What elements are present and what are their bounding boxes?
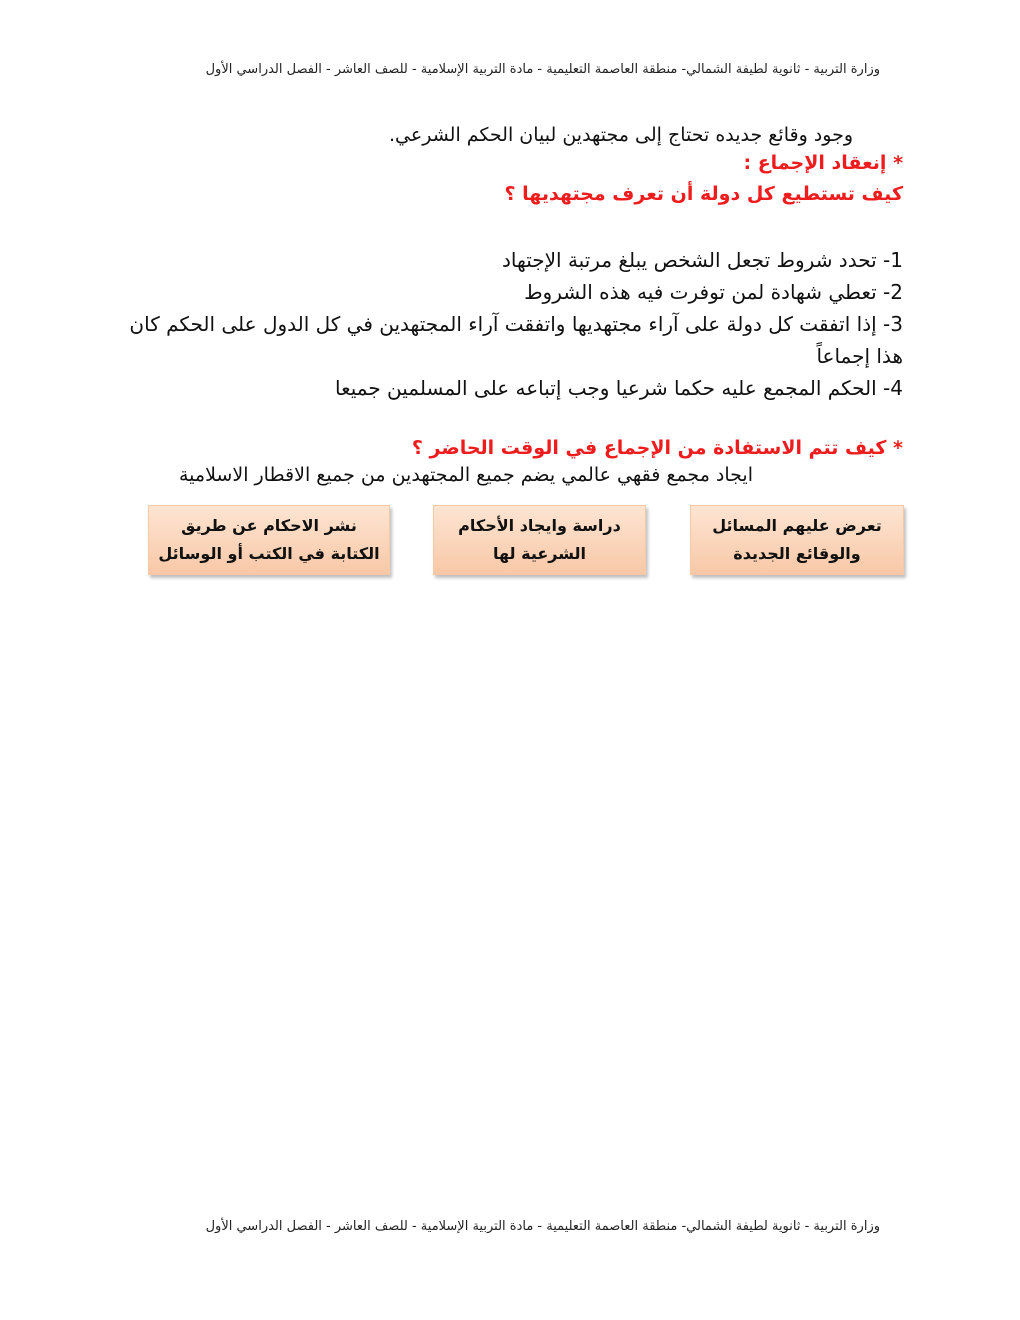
step-number: 4- (883, 376, 903, 400)
list-item (118, 276, 903, 308)
step-text: الحكم المجمع عليه حكما شرعيا وجب إتباعه على المسلمين جميعا (334, 376, 877, 400)
box-line: الكتابة في الكتب أو الوسائل (158, 544, 380, 563)
list-item (118, 308, 903, 372)
concept-box-study-rulings (433, 505, 646, 575)
step-text: تعطي شهادة لمن توفرت فيه هذه الشروط (524, 280, 877, 304)
section-heading-ijma: * إنعقاد الإجماع : (743, 152, 903, 174)
step-number: 3- (883, 312, 903, 336)
step-text: تحدد شروط تجعل الشخص يبلغ مرتبة الإجتهاد (502, 248, 877, 272)
list-item (118, 244, 903, 276)
steps-list (118, 244, 903, 404)
box-line: دراسة وايجاد الأحكام (458, 516, 621, 535)
box-line: الشرعية لها (492, 544, 587, 563)
list-item (118, 372, 903, 404)
box-line: والوقائع الجديدة (733, 544, 861, 563)
answer-text: ايجاد مجمع فقهي عالمي يضم جميع المجتهدين من جميع الاقطار الاسلامية (179, 464, 753, 486)
question-benefit-today: * كيف تتم الاستفادة من الإجماع في الوقت الحاضر ؟ (411, 437, 903, 459)
concept-box-publish-rulings (148, 505, 390, 575)
step-number: 2- (883, 280, 903, 304)
box-line: تعرض عليهم المسائل (712, 516, 882, 535)
question-how-country-knows-mujtahids: كيف تستطيع كل دولة أن تعرف مجتهديها ؟ (504, 183, 903, 205)
step-text: إذا اتفقت كل دولة على آراء مجتهديها واتفقت آراء المجتهدين في كل الدول على الحكم كان هذا إجماعاً (129, 312, 903, 368)
page-header: وزارة التربية - ثانوية لطيفة الشمالي- منطقة العاصمة التعليمية - مادة التربية الإسلامية - للصف العاشر - الفصل الدراسي الأول (205, 62, 880, 77)
intro-text: وجود وقائع جديده تحتاج إلى مجتهدين لبيان الحكم الشرعي. (389, 124, 853, 146)
page-footer: وزارة التربية - ثانوية لطيفة الشمالي- منطقة العاصمة التعليمية - مادة التربية الإسلامية - للصف العاشر - الفصل الدراسي الأول (205, 1219, 880, 1234)
concept-box-present-issues (690, 505, 904, 575)
step-number: 1- (883, 248, 903, 272)
box-line: نشر الاحكام عن طريق (181, 516, 357, 535)
